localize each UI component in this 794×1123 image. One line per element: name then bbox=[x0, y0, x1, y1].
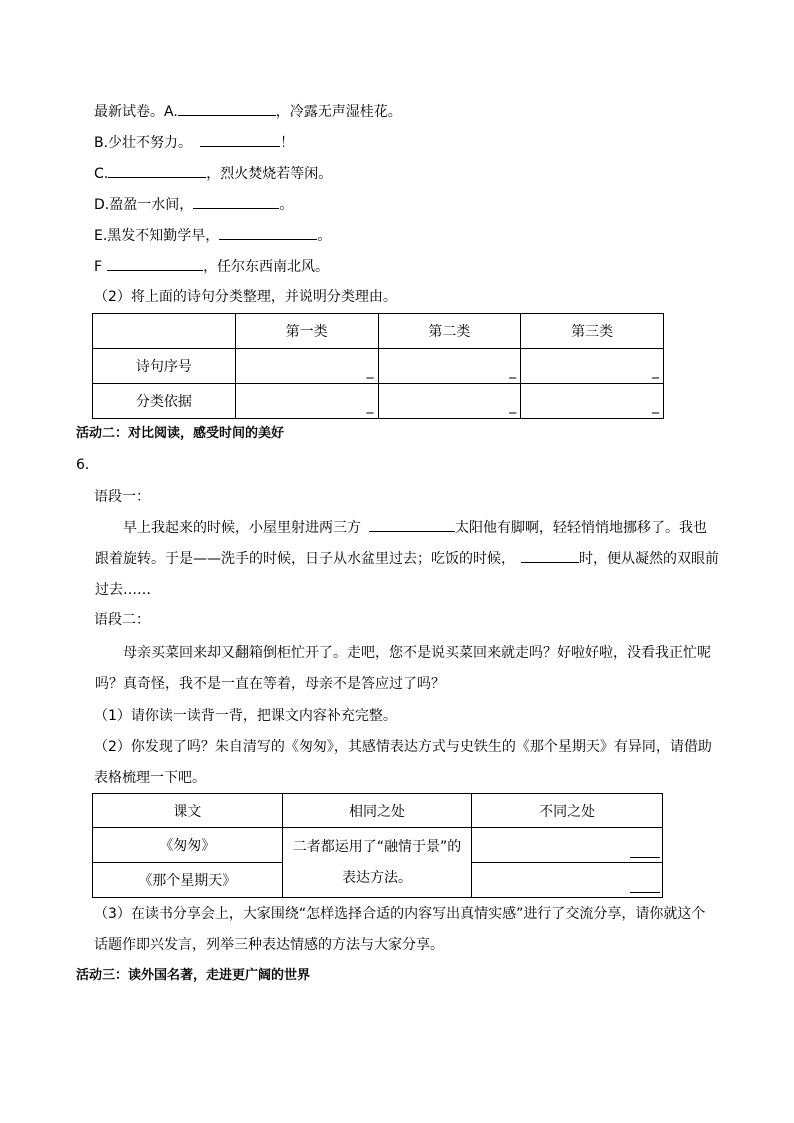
table-header-cell: 课文 bbox=[93, 794, 283, 828]
answer-blank[interactable] bbox=[178, 101, 276, 116]
answer-cell[interactable] bbox=[378, 349, 521, 384]
sub-question-3-line-2: 话题作即兴发言，列举三种表达情感的方法与大家分享。 bbox=[94, 937, 444, 953]
common-point-line-1: 二者都运用了“融情于景”的 bbox=[292, 838, 462, 855]
question-2-text: （2）将上面的诗句分类整理，并说明分类理由。 bbox=[94, 289, 397, 305]
segment-2-text: 母亲买菜回来却又翻箱倒柜忙开了。走吧，您不是说买菜回来就走吗？好啦好啦，没看我正忙呢吗？真奇怪，我不是一直在等着，母亲不是答应过了吗？ bbox=[95, 645, 711, 692]
answer-cell[interactable] bbox=[521, 384, 664, 419]
segment-1-part-3: 时，便从凝然的双眼前过去…… bbox=[95, 551, 719, 598]
poem-d-suffix: 。 bbox=[279, 197, 294, 213]
answer-blank[interactable] bbox=[630, 843, 660, 858]
sub-question-2-line-2: 表格梳理一下吧。 bbox=[94, 770, 206, 786]
activity-3-heading: 活动三：读外国名著，走进更广阔的世界 bbox=[76, 968, 311, 983]
answer-blank[interactable] bbox=[108, 163, 206, 178]
sub-question-3-line-1: （3）在读书分享会上，大家围绕“怎样选择合适的内容写出真情实感”进行了交流分享，请你就这个 bbox=[94, 906, 706, 922]
segment-1-part-2: 太阳他有脚啊，轻轻悄悄地挪移了。我也跟着旋转。于是——洗手的时候，日子从水盆里过去；吃饭的时候， bbox=[95, 520, 707, 567]
answer-cell[interactable] bbox=[472, 828, 663, 863]
poem-f-prefix: F bbox=[94, 259, 103, 275]
cell-mark: _ bbox=[509, 398, 517, 414]
poem-a-suffix: ，冷露无声湿桂花。 bbox=[275, 104, 402, 120]
answer-blank[interactable] bbox=[369, 517, 455, 532]
table-header-cell bbox=[93, 314, 236, 349]
table-header-cell: 第三类 bbox=[521, 314, 664, 349]
poem-e-prefix: E.黑发不知勤学早， bbox=[94, 228, 220, 244]
answer-blank[interactable] bbox=[219, 225, 317, 240]
cell-mark: _ bbox=[652, 398, 659, 414]
question-number: 6． bbox=[76, 457, 99, 473]
segment-2-title: 语段二： bbox=[94, 612, 150, 628]
answer-blank[interactable] bbox=[107, 256, 203, 271]
poem-b-prefix: B.少壮不努力。 bbox=[94, 135, 193, 151]
poem-line-d bbox=[94, 194, 293, 215]
segment-1-part-1: 早上我起来的时候，小屋里射进两三方 bbox=[123, 520, 361, 536]
poem-d-prefix: D.盈盈一水间， bbox=[94, 197, 194, 213]
poem-f-suffix: ，任尔东西南北风。 bbox=[203, 259, 330, 275]
comparison-table bbox=[92, 793, 663, 898]
text-title-cell: 《那个星期天》 bbox=[93, 863, 283, 898]
sub-question-2-line-1: （2）你发现了吗？朱自清写的《匆匆》，其感情表达方式与史铁生的《那个星期天》有异同，请借助 bbox=[94, 739, 712, 755]
poem-line-f bbox=[94, 256, 329, 277]
cell-mark: _ bbox=[366, 398, 374, 414]
row-label: 诗句序号 bbox=[93, 349, 236, 384]
cell-mark: _ bbox=[652, 363, 659, 379]
poem-e-suffix: 。 bbox=[317, 228, 332, 244]
common-point-line-2: 表达方法。 bbox=[341, 869, 412, 886]
segment-1-text bbox=[95, 513, 720, 606]
cell-mark: _ bbox=[509, 363, 517, 379]
sub-question-1: （1）请你读一读背一背，把课文内容补充完整。 bbox=[94, 708, 397, 724]
text-title-cell: 《匆匆》 bbox=[93, 828, 283, 863]
answer-cell[interactable] bbox=[235, 384, 378, 419]
answer-blank[interactable] bbox=[193, 194, 279, 209]
table-header-cell: 不同之处 bbox=[472, 794, 663, 828]
cell-mark: _ bbox=[366, 363, 374, 379]
table-header-cell: 第二类 bbox=[378, 314, 521, 349]
segment-1-title: 语段一： bbox=[94, 489, 150, 505]
table-header-cell: 相同之处 bbox=[282, 794, 472, 828]
poem-b-suffix: ！ bbox=[280, 135, 295, 151]
activity-2-heading: 活动二：对比阅读，感受时间的美好 bbox=[76, 426, 285, 441]
classification-table bbox=[92, 313, 664, 419]
poem-c-suffix: ，烈火焚烧若等闲。 bbox=[206, 166, 333, 182]
answer-cell[interactable] bbox=[378, 384, 521, 419]
poem-line-a bbox=[94, 101, 402, 122]
poem-line-c bbox=[94, 163, 332, 184]
answer-cell[interactable] bbox=[235, 349, 378, 384]
answer-cell[interactable] bbox=[521, 349, 664, 384]
poem-c-prefix: C. bbox=[94, 166, 109, 182]
answer-blank[interactable] bbox=[200, 132, 280, 147]
common-point-cell bbox=[282, 828, 472, 898]
table-header-cell: 第一类 bbox=[235, 314, 378, 349]
answer-cell[interactable] bbox=[472, 863, 663, 898]
poem-line-e bbox=[94, 225, 331, 246]
answer-blank[interactable] bbox=[630, 878, 660, 893]
row-label: 分类依据 bbox=[93, 384, 236, 419]
answer-blank[interactable] bbox=[521, 548, 579, 563]
poem-a-prefix: 最新试卷。A. bbox=[94, 104, 178, 120]
poem-line-b bbox=[94, 132, 294, 153]
